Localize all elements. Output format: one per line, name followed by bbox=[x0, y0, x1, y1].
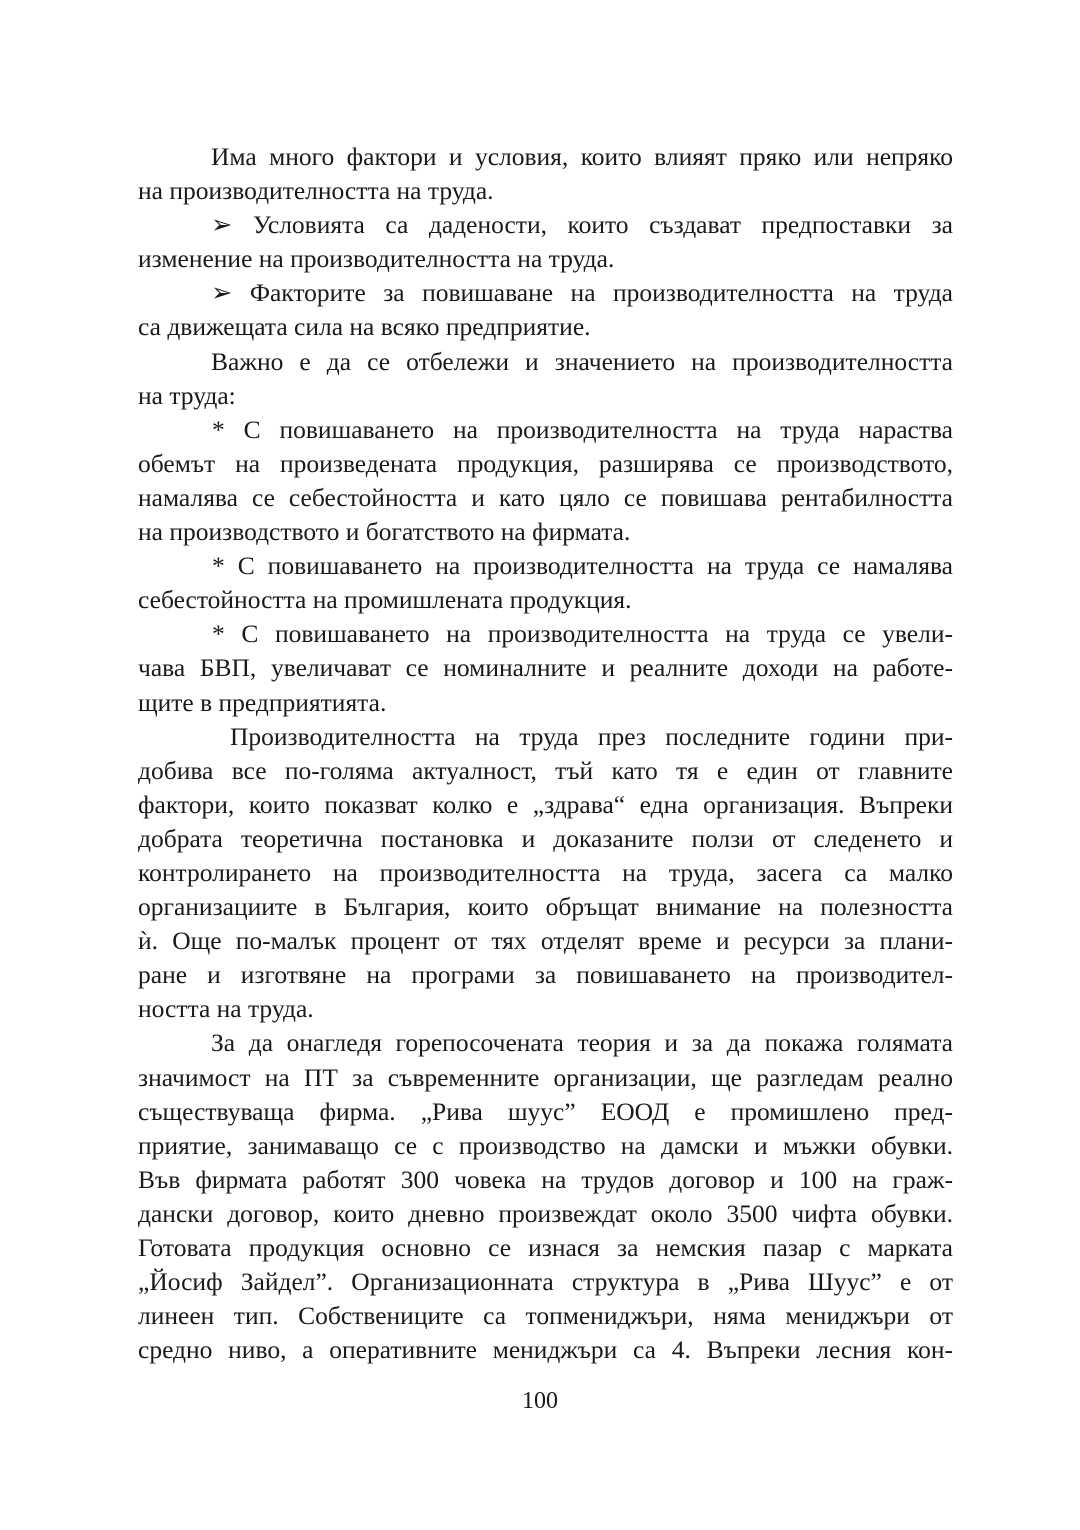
text-line: приятие, занимаващо се с производство на дамски и мъжки обувки. bbox=[138, 1130, 953, 1160]
text-line: Производителността на труда през последните години при- bbox=[230, 721, 953, 751]
text-line: обемът на произведената продукция, разширява се производството, bbox=[138, 448, 953, 478]
text-line: фактори, които показват колко е „здрава“ една организация. Въпреки bbox=[138, 789, 953, 819]
text-line: чава БВП, увеличават се номиналните и реалните доходи на работе- bbox=[138, 653, 953, 683]
text-line: Готовата продукция основно се изнася за немския пазар с марката bbox=[138, 1233, 953, 1262]
text-line: изменение на производителността на труда. bbox=[138, 244, 615, 274]
text-line: За да онагледя горепосочената теория и за да покажа голямата bbox=[211, 1028, 953, 1058]
text-line: * С повишаването на производителността на труда се намалява bbox=[212, 551, 953, 581]
text-line: линеен тип. Собствениците са топмениджъри, няма мениджъри от bbox=[138, 1301, 953, 1331]
text-line: себестойността на промишлената продукция. bbox=[138, 585, 632, 615]
text-line: щите в предприятията. bbox=[138, 687, 387, 717]
text-line: ➢ Условията са дадености, които създават предпоставки за bbox=[211, 210, 953, 240]
text-line: ➢ Факторите за повишаване на производителността на труда bbox=[211, 278, 953, 308]
text-line: ране и изготвяне на програми за повишаването на производител- bbox=[138, 960, 953, 990]
text-line: на труда: bbox=[138, 380, 236, 410]
text-line: ността на труда. bbox=[138, 994, 314, 1024]
text-line: значимост на ПТ за съвременните организации, ще разгледам реално bbox=[138, 1062, 953, 1092]
text-line: „Йосиф Зайдел”. Организационната структура в „Рива Шуус” е от bbox=[138, 1267, 953, 1297]
text-line: ѝ. Още по-малък процент от тях отделят време и ресурси за плани- bbox=[138, 926, 953, 956]
page-number: 100 bbox=[522, 1388, 558, 1414]
text-line: добива все по-голяма актуалност, тъй като тя е един от главните bbox=[138, 755, 953, 785]
text-line: Във фирмата работят 300 човека на трудов договор и 100 на граж- bbox=[138, 1164, 953, 1194]
page-body bbox=[138, 140, 953, 1367]
text-line: дански договор, които дневно произвеждат около 3500 чифта обувки. bbox=[138, 1198, 953, 1228]
text-line: Има много фактори и условия, които влияят пряко или непряко bbox=[211, 142, 953, 171]
text-line: * С повишаването на производителността на труда нараства bbox=[212, 414, 953, 444]
text-line: намалява се себестойността и като цяло се повишава рентабилността bbox=[138, 482, 953, 512]
text-line: средно ниво, а оперативните мениджъри са 4. Въпреки лесния кон- bbox=[138, 1335, 953, 1365]
text-line: Важно е да се отбележи и значението на производителността bbox=[211, 346, 953, 376]
text-line: съществуваща фирма. „Рива шуус” ЕООД е промишлено пред- bbox=[138, 1096, 953, 1126]
text-line: * С повишаването на производителността на труда се увели- bbox=[212, 619, 953, 649]
text-line: са движещата сила на всяко предприятие. bbox=[138, 312, 591, 342]
text-line: добрата теоретична постановка и доказаните ползи от следенето и bbox=[138, 823, 953, 853]
text-line: организациите в България, които обръщат внимание на полезността bbox=[138, 892, 953, 922]
text-line: контролирането на производителността на труда, засега са малко bbox=[138, 857, 953, 887]
text-line: на производството и богатството на фирмата. bbox=[138, 517, 631, 547]
text-line: на производителността на труда. bbox=[138, 176, 494, 206]
